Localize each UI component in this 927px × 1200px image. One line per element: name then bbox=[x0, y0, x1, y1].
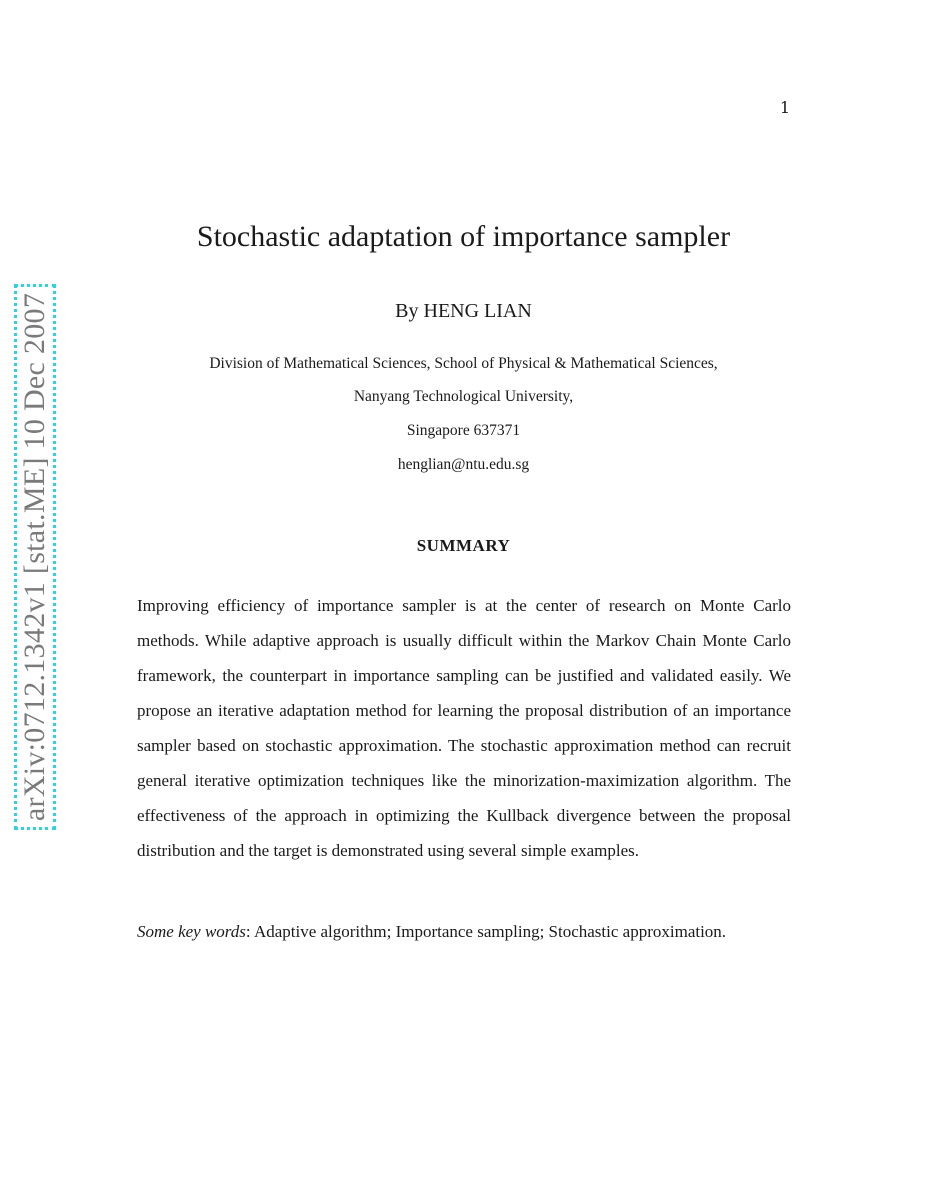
paper-title: Stochastic adaptation of importance sampler bbox=[196, 220, 731, 253]
author-email: henglian@ntu.edu.sg bbox=[397, 456, 530, 473]
abstract-text: Improving efficiency of importance sampler is at the center of research on Monte Carlo methods. While adaptive approach is usually difficult within the Markov Chain Monte Carlo framework, the counterpart in importance sampling can be justified and validated easily. We propose an iterative adaptation method for learning the proposal distribution of an importance sampler based on stochastic approximation. The stochastic approximation method can recruit general iterative optimization techniques like the minorization-maximization algorithm. The effectiveness of the approach in optimizing the Kullback divergence between the proposal distribution and the target is demonstrated using several simple examples. bbox=[137, 596, 791, 860]
author-line: By HENG LIAN bbox=[395, 300, 532, 322]
affiliation-line-2: Nanyang Technological University, bbox=[353, 388, 574, 405]
keywords-label: Some key words bbox=[137, 922, 246, 941]
page-number: 1 bbox=[779, 98, 790, 117]
keywords-paragraph bbox=[137, 914, 791, 949]
summary-heading: SUMMARY bbox=[416, 536, 511, 555]
affiliation-line-1: Division of Mathematical Sciences, School of Physical & Mathematical Sciences, bbox=[209, 355, 718, 372]
affiliation-line-3: Singapore 637371 bbox=[406, 422, 521, 439]
arxiv-stamp-text: arXiv:0712.1342v1 [stat.ME] 10 Dec 2007 bbox=[18, 292, 51, 822]
keywords-text: : Adaptive algorithm; Importance sampling; Stochastic approximation. bbox=[245, 922, 727, 941]
